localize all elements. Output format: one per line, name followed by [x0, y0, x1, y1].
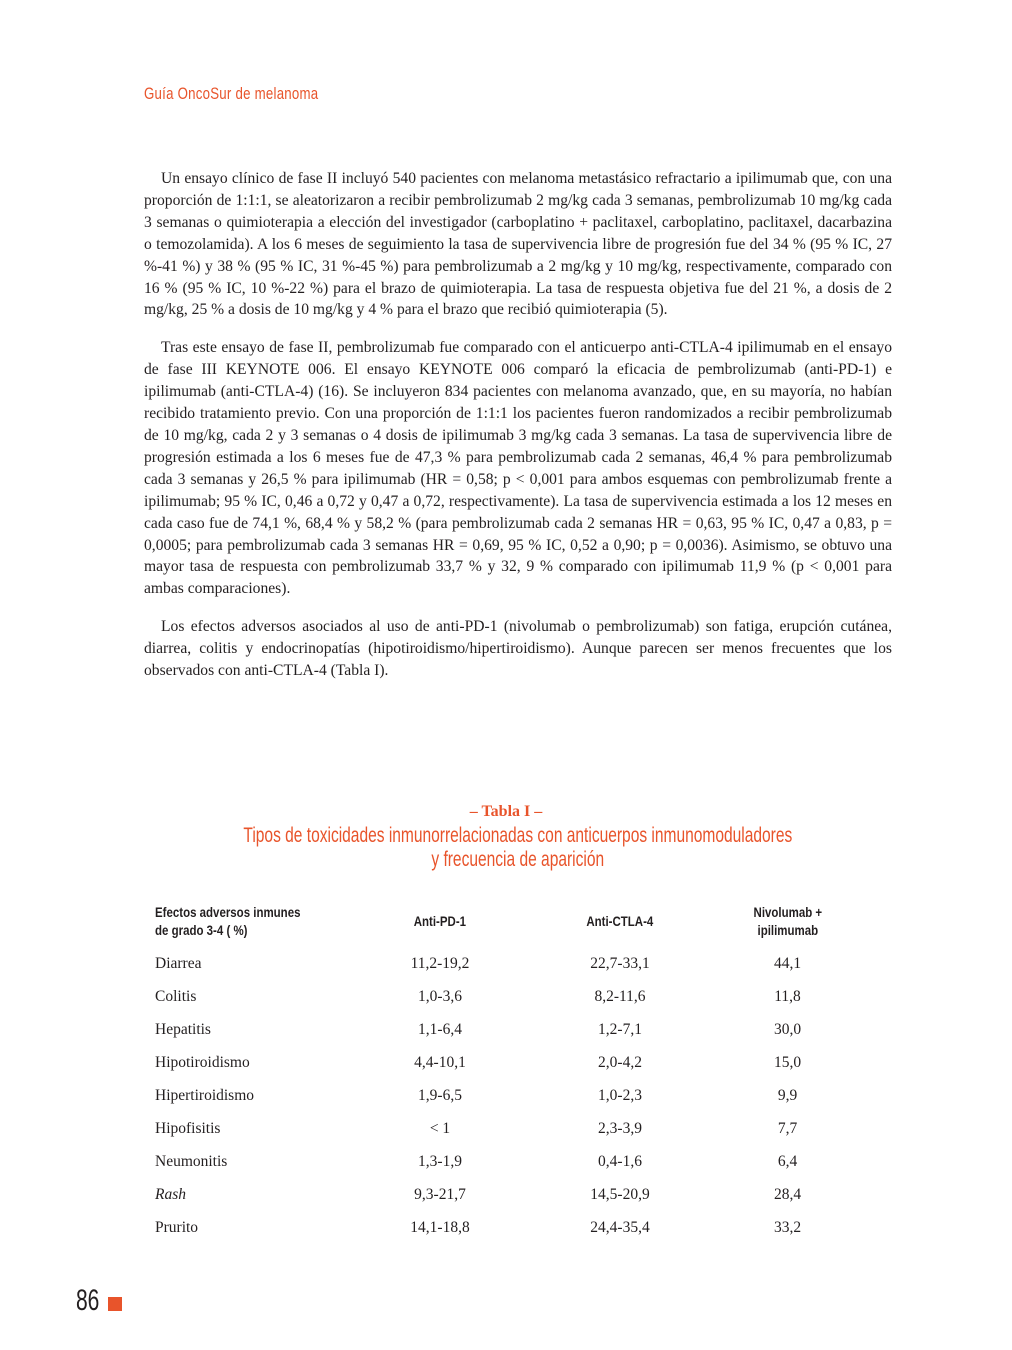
- cell-effect: Hipertiroidismo: [155, 1086, 255, 1104]
- cell-combo: 6,4: [777, 1152, 798, 1170]
- cell-anti-ctla4: 0,4-1,6: [598, 1152, 642, 1170]
- table-row: [155, 1079, 875, 1112]
- cell-combo: 44,1: [773, 954, 802, 972]
- cell-anti-ctla4: 8,2-11,6: [594, 987, 646, 1005]
- cell-effect: Hipotiroidismo: [155, 1053, 250, 1071]
- cell-anti-pd1: 11,2-19,2: [410, 954, 470, 972]
- paragraph: Tras este ensayo de fase II, pembrolizumab fue comparado con el anticuerpo anti-CTLA-4 ipilimumab en el ensayo de fase III KEYNOTE 006. El ensayo KEYNOTE 006 comparó la eficacia de pembrolizumab (anti-PD-1) e ipilimumab (anti-CTLA-4) (16). Se incluyeron 834 pacientes con melanoma avanzado, que, en su mayoría, no habían recibido tratamiento previo. Con una proporción de 1:1:1 los pacientes fueron randomizados a recibir pembrolizumab de 10 mg/kg, cada 2 y 3 semanas o 4 dosis de ipilimumab 3 mg/kg cada 3 semanas. La tasa de supervivencia libre de progresión estimada a los 6 meses fue de 47,3 % para pembrolizumab cada 2 semanas, 46,4 % para pembrolizumab cada 3 semanas y 26,5 % para ipilimumab (HR = 0,58; p < 0,001 para ambos esquemas con pembrolizumab frente a ipilimumab; 95 % IC, 0,46 a 0,72 y 0,47 a 0,72, respectivamente). La tasa de supervivencia estimada a los 12 meses en cada caso fue de 74,1 %, 68,4 % y 58,2 % (para pembrolizumab cada 2 semanas HR = 0,63, 95 % IC, 0,47 a 0,83, p = 0,0005; para pembrolizumab cada 3 semanas HR = 0,69, 95 % IC, 0,52 a 0,90; p = 0,0036). Asimismo, se obtuvo una mayor tasa de respuesta con pembrolizumab 33,7 % y 32, 9 % comparado con ipilimumab 11,9 % (p < 0,001 para ambas comparaciones).: [144, 339, 892, 598]
- cell-anti-ctla4: 14,5-20,9: [590, 1185, 650, 1203]
- cell-combo: 28,4: [773, 1185, 802, 1203]
- paragraph: Los efectos adversos asociados al uso de anti-PD-1 (nivolumab o pembrolizumab) son fatiga, erupción cutánea, diarrea, colitis y endocrinopatías (hipotiroidismo/hipertiroidismo). Aunque parecen ser menos frecuentes que los observados con anti-CTLA-4 (Tabla I).: [144, 618, 892, 680]
- table-label: – Tabla I –: [469, 803, 543, 820]
- cell-anti-pd1: 1,9-6,5: [418, 1086, 462, 1104]
- cell-combo: 7,7: [777, 1119, 798, 1137]
- cell-combo: 30,0: [773, 1020, 802, 1038]
- paragraph: Un ensayo clínico de fase II incluyó 540 pacientes con melanoma metastásico refractario a ipilimumab que, con una proporción de 1:1:1, se aleatorizaron a recibir pembrolizumab 2 mg/kg cada 3 semanas, pembrolizumab 10 mg/kg cada 3 semanas o quimioterapia a elección del investigador (carboplatino + paclitaxel, carboplatino, paclitaxel, dacarbazina o temozolamida). A los 6 meses de seguimiento la tasa de supervivencia libre de progresión fue del 34 % (95 % IC, 27 %-41 %) y 38 % (95 % IC, 31 %-45 %) para pembrolizumab a 2 mg/kg y 10 mg/kg, respectivamente, comparado con 16 % (95 % IC, 10 %-22 %) para el brazo de quimioterapia. La tasa de respuesta objetiva fue del 21 %, a dosis de 2 mg/kg, 25 % a dosis de 10 mg/kg y 4 % para el brazo que recibió quimioterapia (5).: [144, 170, 892, 319]
- cell-combo: 15,0: [773, 1053, 802, 1071]
- header-combo-text: [753, 903, 822, 939]
- header-effect-line-2: de grado 3-4 ( %): [155, 922, 248, 938]
- cell-anti-ctla4: 2,0-4,2: [598, 1053, 642, 1071]
- table-row: [155, 980, 875, 1013]
- table-title-line-1: Tipos de toxicidades inmunorrelacionadas con anticuerpos inmunomoduladores: [243, 824, 793, 847]
- header-effect-line-1: Efectos adversos inmunes: [155, 904, 301, 920]
- cell-anti-pd1: 1,0-3,6: [418, 987, 462, 1005]
- table-row: [155, 1145, 875, 1178]
- body-text: [144, 168, 892, 698]
- cell-effect: Hipofisitis: [155, 1119, 221, 1137]
- page-marker-square: [108, 1297, 122, 1311]
- cell-effect: Prurito: [155, 1218, 199, 1236]
- header-anti-pd1: [340, 895, 540, 947]
- table-row: [155, 1211, 875, 1244]
- cell-anti-ctla4: 22,7-33,1: [590, 954, 650, 972]
- cell-anti-ctla4: 2,3-3,9: [598, 1119, 642, 1137]
- header-combo-line-1: Nivolumab +: [753, 904, 822, 920]
- cell-effect: Rash: [155, 1185, 186, 1203]
- table-title: [0, 824, 1012, 872]
- cell-anti-pd1: 1,1-6,4: [418, 1020, 462, 1038]
- toxicity-table: [155, 895, 875, 1244]
- cell-effect: Neumonitis: [155, 1152, 228, 1170]
- header-anti-pd1-text: Anti-PD-1: [413, 913, 467, 929]
- header-combo-line-2: ipilimumab: [757, 922, 818, 938]
- cell-anti-ctla4: 1,0-2,3: [598, 1086, 642, 1104]
- header-effect-text: [155, 903, 300, 939]
- cell-effect: Hepatitis: [155, 1020, 211, 1038]
- cell-combo: 9,9: [777, 1086, 798, 1104]
- table-row: [155, 1178, 875, 1211]
- table-row: [155, 1013, 875, 1046]
- cell-effect: Colitis: [155, 987, 197, 1005]
- cell-anti-ctla4: 1,2-7,1: [598, 1020, 642, 1038]
- table-row: [155, 1112, 875, 1145]
- cell-anti-ctla4: 24,4-35,4: [590, 1218, 650, 1236]
- cell-anti-pd1: 4,4-10,1: [414, 1053, 466, 1071]
- table-title-line-2: y frecuencia de aparición: [431, 848, 605, 871]
- header-effect: [155, 895, 340, 947]
- page-number: 86: [76, 1284, 100, 1317]
- table-header-row: [155, 895, 875, 947]
- cell-anti-pd1: 9,3-21,7: [414, 1185, 466, 1203]
- cell-anti-pd1: < 1: [429, 1119, 451, 1137]
- cell-combo: 11,8: [774, 987, 801, 1005]
- header-anti-ctla4: [540, 895, 700, 947]
- running-header: Guía OncoSur de melanoma: [144, 84, 319, 103]
- cell-effect: Diarrea: [155, 954, 202, 972]
- cell-anti-pd1: 14,1-18,8: [410, 1218, 470, 1236]
- header-anti-ctla4-text: Anti-CTLA-4: [586, 913, 654, 929]
- cell-combo: 33,2: [773, 1218, 802, 1236]
- header-combo: [700, 895, 875, 947]
- table-row: [155, 1046, 875, 1079]
- table-row: [155, 947, 875, 980]
- cell-anti-pd1: 1,3-1,9: [418, 1152, 462, 1170]
